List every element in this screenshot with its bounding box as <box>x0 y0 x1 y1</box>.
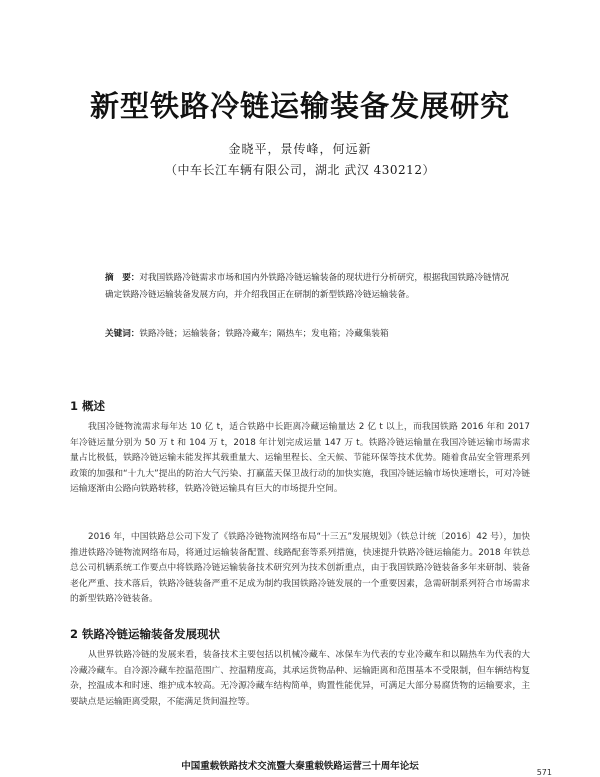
section-2-heading: 2 铁路冷链运输装备发展现状 <box>70 627 221 641</box>
keywords-label: 关键词： <box>105 329 140 339</box>
keywords-text: 铁路冷链；运输装备；铁路冷藏车；隔热车；发电箱；冷藏集装箱 <box>139 329 389 339</box>
abstract-text: 对我国铁路冷链需求市场和国内外铁路冷链运输装备的现状进行分析研究，根据我国铁路冷链情况确定铁路冷链运输装备发展方向，并介绍我国正在研制的新型铁路冷链运输装备。 <box>105 273 509 300</box>
section-1-paragraph-2: 2016 年，中国铁路总公司下发了《铁路冷链物流网络布局“十三五”发展规划》（铁总计统〔2016〕42 号），加快推进铁路冷链物流网络布局，将通过运输装备配置、线路配套等系列措施，快速提升铁路冷链运输能力。2018 年铁总总公司机辆系统工作要点中将铁路冷链运输装备技术研究列为技术创新重点，由于我国铁路冷链装备多年来研制、装备老化严重、技术落后，铁路冷链装备严重不足成为制约我国铁路冷链发展的一个重要因素，急需研制系列符合市场需求的新型铁路冷链装备。 <box>70 532 530 605</box>
author-affiliation: （中车长江车辆有限公司，湖北 武汉 430212） <box>165 163 435 177</box>
page-footer: 中国重载铁路技术交流暨大秦重载铁路运营三十周年论坛 <box>181 761 419 772</box>
abstract-block <box>105 270 510 304</box>
section-1-paragraph-1: 我国冷链物流需求每年达 10 亿 t，适合铁路中长距离冷藏运输量达 2 亿 t 以上，而我国铁路 2016 年和 2017 年冷链运量分别为 50 万 t 和 104 万 t，2018 年计划完成运量 147 万 t。铁路冷链运输量在我国冷链运输市场需求量占比极低，铁路冷链运输未能发挥其载重量大、运输里程长、全天候、节能环保等技术优势。随着食品安全管理系列政策的加强和“十九大”提出的防治大气污染、打赢蓝天保卫战行动的加快实施，我国冷链运输市场快速增长，可对冷链运输逐渐由公路向铁路转移，铁路冷链运输具有巨大的市场提升空间。 <box>70 422 530 495</box>
paper-title: 新型铁路冷链运输装备发展研究 <box>89 89 510 123</box>
page-number: 571 <box>536 768 552 777</box>
keywords-block <box>105 326 510 343</box>
author-list: 金晓平，景传峰，何远新 <box>228 142 372 156</box>
abstract-label: 摘 要： <box>105 273 140 283</box>
section-2-paragraph-1: 从世界铁路冷链的发展来看，装备技术主要包括以机械冷藏车、冰保车为代表的专业冷藏车和以隔热车为代表的大冷藏冷藏车。自冷源冷藏车控温范围广、控温精度高，其承运货物品种、运输距离和范围基本不受限制，但车辆结构复杂，控温成本和时速、维护成本较高。无冷源冷藏车结构简单，购置性能优异，可满足大部分易腐货物的运输要求，主要缺点是运输距离受限，不能满足货间温控等。 <box>70 650 530 707</box>
section-1-heading: 1 概述 <box>70 399 106 413</box>
